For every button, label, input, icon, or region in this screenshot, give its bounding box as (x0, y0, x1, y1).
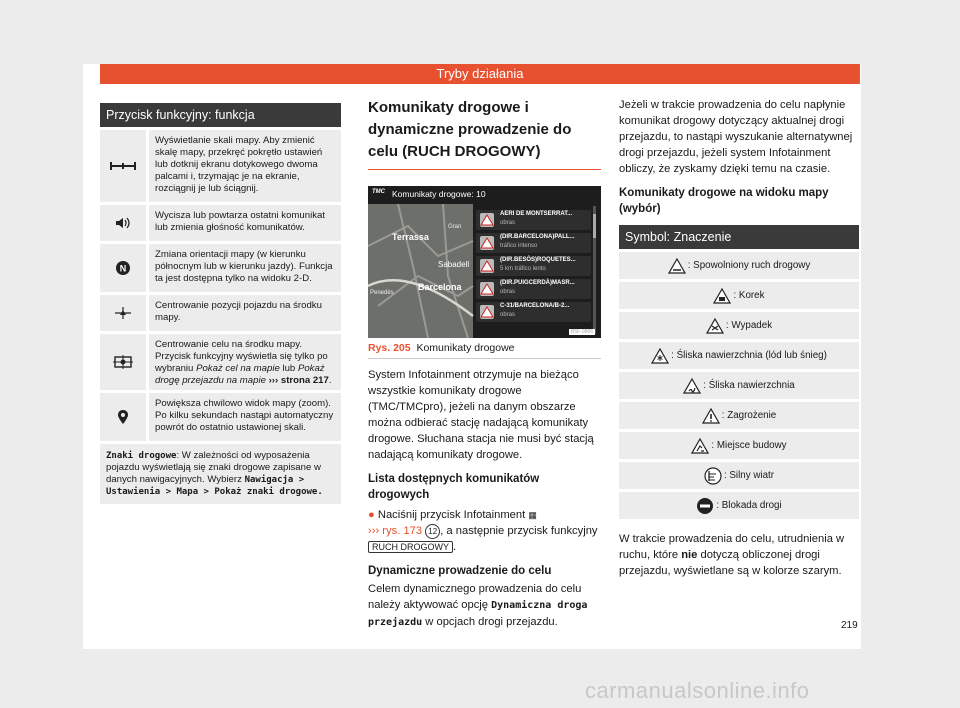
table-row (100, 205, 341, 241)
paragraph: W trakcie prowadzenia do celu, utrudnienia w ruchu, które nie dotyczą obliczonej drogi przejazdu, wyświetlane są w kolorze szarym. (619, 533, 845, 577)
table-row (100, 334, 341, 390)
strong-wind-icon (704, 467, 722, 485)
paragraph: Celem dynamicznego prowadzenia do celu należy aktywować opcję Dynamiczna droga przejazdu w opcjach drogi przejazdu. (368, 583, 588, 628)
subheading: Lista dostępnych komunikatów drogowych (368, 473, 540, 501)
table-row: : Śliska nawierzchnia (lód lub śnieg) (619, 342, 859, 369)
slippery-ice-icon (651, 348, 669, 364)
page-number: 219 (841, 620, 858, 631)
roadworks-icon (480, 282, 494, 296)
danger-icon (702, 408, 720, 424)
infotainment-button-icon: ▦ (528, 510, 537, 520)
table-row: : Śliska nawierzchnia (619, 372, 859, 399)
right-column (619, 97, 859, 579)
table-row (100, 130, 341, 202)
function-button-table (100, 103, 341, 504)
watermark: carmanualsonline.info (585, 678, 810, 703)
table-row (100, 393, 341, 441)
table-row (100, 295, 341, 331)
map-label: Terrassa (392, 232, 429, 242)
menu-path: Nawigacja > Ustawienia > Mapa > Pokaż znaki drogowe. (106, 475, 323, 497)
list-item[interactable]: AERI DE MONTSERRAT... obras (476, 210, 591, 230)
middle-column (368, 97, 601, 631)
road-blocked-icon (696, 497, 714, 515)
figure-ref: Rys. 205 (368, 342, 411, 354)
compass-north-icon (100, 244, 146, 292)
row-text: Centrowanie celu na środku mapy. Przycisk funkcyjny wyświetla się tylko po wybraniu (155, 339, 328, 374)
map-label: Barcelona (418, 282, 462, 292)
subheading: Dynamiczne prowadzenie do celu (368, 565, 552, 577)
bullet-step: ● Naciśnij przycisk Infotainment ▦ ››› rys. 173 12 , a następnie przycisk funkcyjny RUCH DROGOWY . (368, 509, 598, 553)
table-row (100, 244, 341, 292)
list-item[interactable]: C-31/BARCELONA/B-2... obras (476, 302, 591, 322)
accident-icon (706, 318, 724, 334)
map-label: Penedès (370, 290, 394, 296)
table-row: : Silny wiatr (619, 462, 859, 489)
slow-traffic-icon (480, 259, 494, 273)
table-row: : Wypadek (619, 312, 859, 339)
callout-number: 12 (425, 524, 440, 539)
table-row: : Spowolniony ruch drogowy (619, 252, 859, 279)
figure-code: B5F-0886 (571, 329, 593, 335)
traffic-jam-icon (480, 236, 494, 250)
center-vehicle-icon (100, 295, 146, 331)
tmc-badge: TMC (372, 189, 385, 195)
slow-traffic-icon (668, 258, 686, 274)
figure-title: Komunikaty drogowe: 10 (392, 189, 486, 199)
option-name: Pokaż drogę przejazdu na mapie (155, 363, 325, 386)
figure-caption (368, 342, 601, 359)
row-text: Powiększa chwilowo widok mapy (zoom). Po kilku sekundach nastąpi automatyczny powrót do ostatnio ustawionej skali. (146, 393, 341, 441)
list-item[interactable]: (DIR.BESÒS)ROQUETES... 5 km tráfico lento (476, 256, 591, 276)
section-heading: Komunikaty drogowe i dynamiczne prowadzenie do celu (RUCH DROGOWY) (368, 97, 601, 170)
table-row: : Blokada drogi (619, 492, 859, 519)
option-name: Pokaż cel na mapie (196, 363, 280, 374)
option-name: Dynamiczna droga przejazdu (368, 600, 588, 628)
map-label: Sabadell (438, 260, 470, 269)
table-title: Symbol: Znaczenie (619, 225, 859, 249)
traffic-jam-icon (713, 288, 731, 304)
table-title: Przycisk funkcyjny: funkcja (100, 103, 341, 127)
traffic-function-button[interactable]: RUCH DROGOWY (368, 541, 453, 553)
page-header: Tryby działania (100, 64, 860, 84)
svg-text:N: N (119, 263, 127, 274)
subheading: Komunikaty drogowe na widoku mapy (wybór) (619, 187, 829, 215)
row-text: lub (279, 363, 298, 374)
roadworks-icon (691, 438, 709, 454)
list-item[interactable]: (DIR.PUIGCERDÀ)MASR... obras (476, 279, 591, 299)
road-signs-note (100, 444, 341, 504)
table-row: : Miejsce budowy (619, 432, 859, 459)
note-text: : W zależności od wyposażenia pojazdu wyświetlają się znaki drogowe zapisane w danych nawigacyjnych. Wybierz (106, 450, 321, 485)
table-row: : Korek (619, 282, 859, 309)
map-label: Gran (448, 224, 462, 230)
row-text: Wycisza lub powtarza ostatni komunikat lub zmienia głośność komunikatów. (146, 205, 341, 241)
row-text: Zmiana orientacji mapy (w kierunku północnym lub w kierunku jazdy). Funkcja ta jest dostępna tylko na widoku 2-D. (146, 244, 341, 292)
zoom-scale-icon (100, 130, 146, 202)
traffic-messages-figure (368, 186, 601, 338)
bullet-icon: ● (368, 509, 375, 521)
roadworks-icon (480, 213, 494, 227)
figure-reference-link[interactable]: ››› rys. 173 (368, 525, 423, 537)
paragraph: Jeżeli w trakcie prowadzenia do celu napłynie komunikat drogowy dotyczący aktualnej drogi przejazdu, to nastąpi wyszukanie alternatywnej drogi przejazdu, jeżeli system Infotainment obliczy, że zyskamy dzięki temu na czasie. (619, 99, 853, 175)
row-text: . (328, 375, 332, 386)
table-row: : Zagrożenie (619, 402, 859, 429)
page-reference-link[interactable]: ››› strona 217 (265, 375, 329, 386)
center-destination-icon (100, 334, 146, 390)
paragraph: System Infotainment otrzymuje na bieżąco wszystkie komunikaty drogowe (TMC/TMCpro), jeżeli na danym obszarze można odbierać stację nadającą komunikaty drogowe. Słuchana stacja nie musi być stacją nadającą komunikaty drogowe. (368, 369, 594, 461)
location-pin-icon (100, 393, 146, 441)
speaker-icon (100, 205, 146, 241)
note-label: Znaki drogowe (106, 451, 177, 461)
list-item[interactable]: (DIR.BARCELONA)PALL... tráfico intenso (476, 233, 591, 253)
caption-text: Komunikaty drogowe (416, 342, 515, 354)
slippery-road-icon (683, 378, 701, 394)
row-text: Wyświetlanie skali mapy. Aby zmienić skalę mapy, przekręć pokrętło ustawień lub dotknij ekranu dotykowego dwoma palcami i, trzymając je na ekranie, rozciągnij je lub ściągnij. (146, 130, 341, 202)
symbol-table (619, 225, 859, 519)
roadworks-icon (480, 305, 494, 319)
row-text: Centrowanie pozycji pojazdu na środku mapy. (146, 295, 341, 331)
